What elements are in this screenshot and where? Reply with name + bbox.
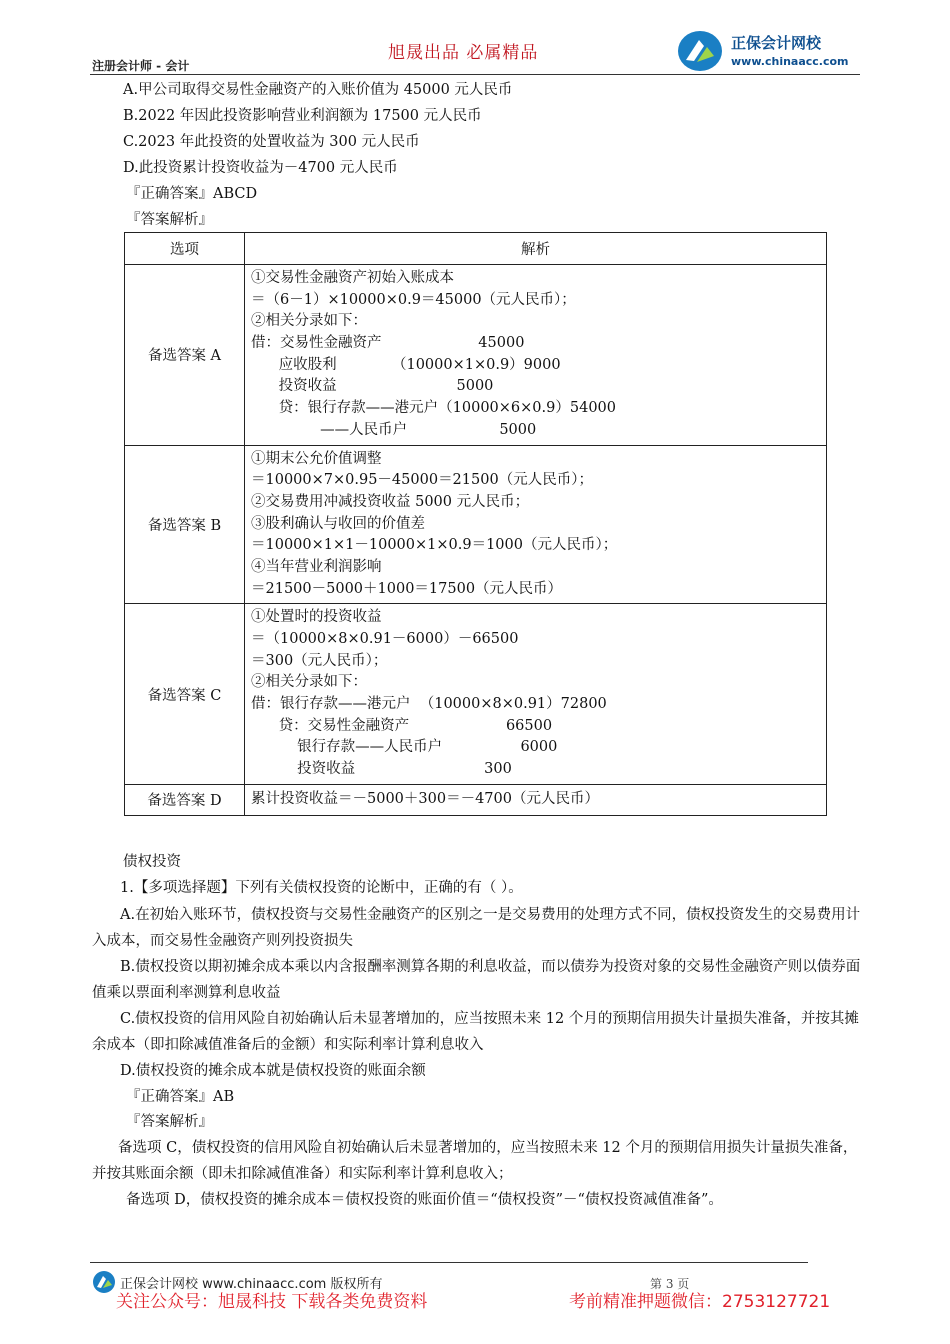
table-row: [125, 445, 827, 604]
footer-copyright: 正保会计网校 www.chinaacc.com 版权所有: [120, 1277, 383, 1292]
analysis-line: 银行存款——人民币户 6000: [251, 739, 558, 756]
brand-logo: [677, 28, 867, 74]
question-answer: 『正确答案』AB: [126, 1089, 235, 1105]
analysis-line: ②交易费用冲减投资收益 5000 元人民币；: [251, 493, 530, 510]
header-divider: [90, 74, 860, 75]
question-analysis-title: 『答案解析』: [126, 1114, 213, 1130]
footer-logo-icon: [92, 1270, 116, 1294]
analysis-line: ①处置时的投资收益: [251, 609, 382, 626]
logo-icon: [677, 30, 723, 72]
analysis-line: ＝（6－1）×10000×0.9＝45000（元人民币）；: [251, 291, 576, 308]
row-option: 备选答案 C: [125, 604, 245, 785]
analysis-line: ＝21500－5000＋1000＝17500（元人民币）: [251, 580, 563, 597]
analysis-table: [124, 232, 827, 816]
analysis-line: 投资收益 5000: [251, 378, 494, 395]
analysis-paragraph: 备选项 C，债权投资的信用风险自初始确认后未显著增加的，应当按照未来 12 个月的预期信用损失计量损失准备，并按其账面余额（即未扣除减值准备）和实际利率计算利息收入；: [92, 1140, 858, 1182]
analysis-line: 累计投资收益＝－5000＋300＝－4700（元人民币）: [251, 790, 599, 807]
header-slogan: 旭晟出品 必属精品: [388, 43, 539, 63]
section-title: 债权投资: [123, 854, 181, 870]
row-analysis: [245, 604, 827, 785]
logo-url: www.chinaacc.com: [731, 55, 849, 68]
option-b: B.2022 年因此投资影响营业利润额为 17500 元人民币: [123, 108, 482, 124]
analysis-heading: 『答案解析』: [126, 212, 213, 228]
analysis-line: ＝（10000×8×0.91－6000）－66500: [251, 631, 519, 647]
analysis-line: ＝10000×1×1－10000×1×0.9＝1000（元人民币）；: [251, 537, 618, 554]
footer-divider: [90, 1262, 808, 1263]
option-a: A.甲公司取得交易性金融资产的入账价值为 45000 元人民币: [123, 82, 513, 98]
option-c: C.2023 年此投资的处置收益为 300 元人民币: [123, 134, 420, 150]
logo-name: 正保会计网校: [731, 34, 822, 52]
row-option: 备选答案 A: [125, 265, 245, 446]
table-header-analysis: 解析: [245, 233, 827, 265]
analysis-line: 借：银行存款——港元户 （10000×8×0.91）72800: [251, 696, 607, 713]
analysis-line: 投资收益 300: [251, 761, 512, 778]
watermark-left: 关注公众号：旭晟科技 下载各类免费资料: [116, 1292, 428, 1312]
row-option: 备选答案 D: [125, 784, 245, 815]
question-stem: 1.【多项选择题】下列有关债权投资的论断中，正确的有（ ）。: [120, 880, 523, 896]
table-row: [125, 265, 827, 446]
row-option: 备选答案 B: [125, 445, 245, 604]
header-subject: 注册会计师 - 会计: [92, 59, 190, 73]
analysis-line: ④当年营业利润影响: [251, 558, 382, 575]
row-analysis: [245, 784, 827, 815]
analysis-line: 贷：银行存款——港元户（10000×6×0.9）54000: [251, 400, 616, 417]
question-option-a: A.在初始入账环节，债权投资与交易性金融资产的区别之一是交易费用的处理方式不同，债权投资发生的交易费用计入成本，而交易性金融资产则列投资损失: [92, 907, 861, 949]
analysis-line: 应收股利 （10000×1×0.9）9000: [251, 356, 561, 373]
analysis-paragraph: 备选项 D，债权投资的摊余成本＝债权投资的账面价值＝“债权投资”－“债权投资减值准备”。: [126, 1192, 723, 1208]
analysis-line: ②相关分录如下：: [251, 674, 367, 691]
row-analysis: [245, 445, 827, 604]
analysis-line: ①交易性金融资产初始入账成本: [251, 270, 454, 286]
analysis-line: ＝300（元人民币）；: [251, 652, 388, 669]
correct-answer: 『正确答案』ABCD: [126, 186, 258, 202]
analysis-line: ①期末公允价值调整: [251, 450, 382, 467]
table-row: [125, 604, 827, 785]
page-number: 第 3 页: [650, 1277, 690, 1291]
analysis-line: ③股利确认与收回的价值差: [251, 515, 425, 532]
analysis-line: ＝10000×7×0.95－45000＝21500（元人民币）；: [251, 472, 593, 489]
analysis-line: ②相关分录如下：: [251, 313, 367, 330]
option-d: D.此投资累计投资收益为－4700 元人民币: [123, 160, 398, 176]
question-option-b: B.债权投资以期初摊余成本乘以内含报酬率测算各期的利息收益，而以债券为投资对象的交易性金融资产则以债券面值乘以票面利率测算利息收益: [92, 959, 861, 1001]
row-analysis: [245, 265, 827, 446]
analysis-line: 贷：交易性金融资产 66500: [251, 717, 553, 734]
analysis-line: ——人民币户 5000: [251, 421, 537, 438]
analysis-line: 借：交易性金融资产 45000: [251, 335, 525, 352]
question-option-d: D.债权投资的摊余成本就是债权投资的账面余额: [120, 1063, 426, 1079]
table-row: [125, 784, 827, 815]
table-header-option: 选项: [125, 233, 245, 265]
table-header-row: [125, 233, 827, 265]
watermark-right: 考前精准押题微信：2753127721: [569, 1292, 831, 1312]
question-option-c: C.债权投资的信用风险自初始确认后未显著增加的，应当按照未来 12 个月的预期信用损失计量损失准备，并按其摊余成本（即扣除减值准备后的金额）和实际利率计算利息收入: [92, 1011, 859, 1053]
